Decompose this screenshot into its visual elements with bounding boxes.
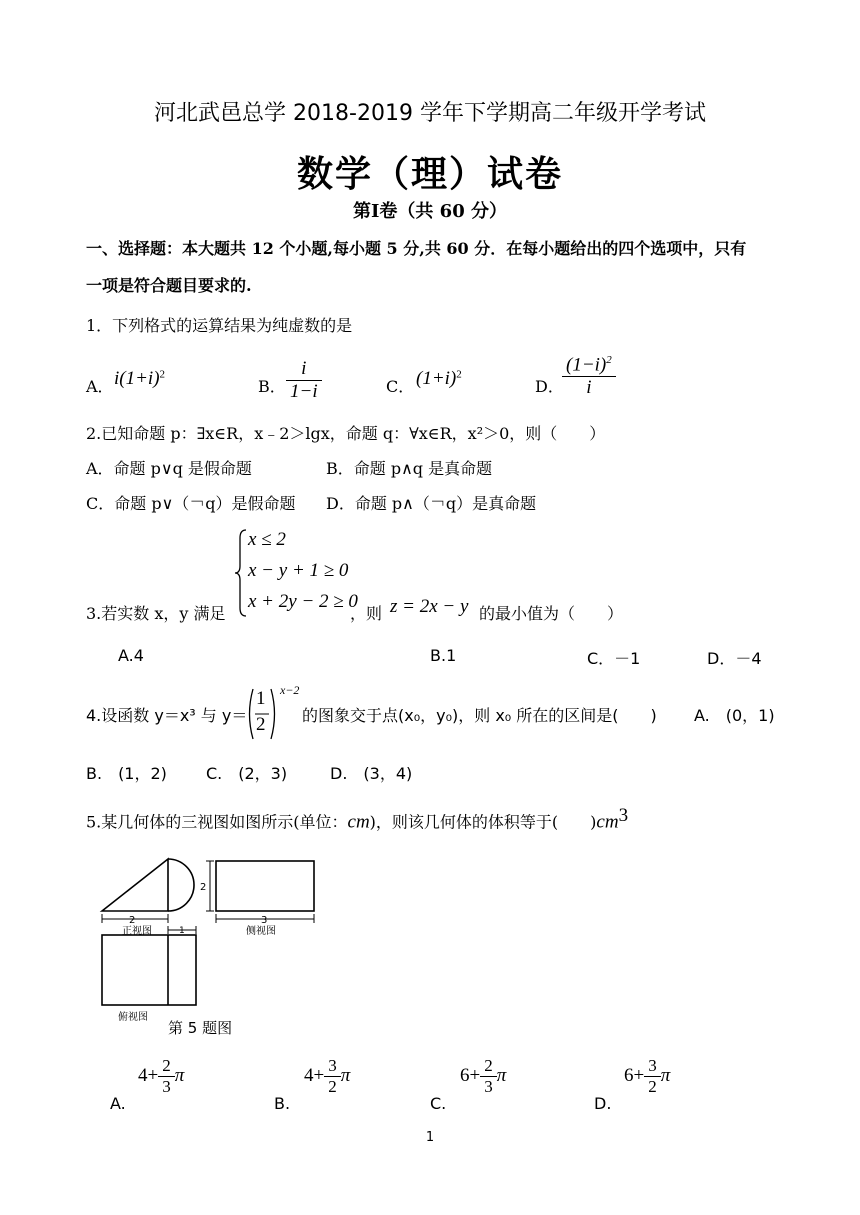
q4-option-a: A. (0，1) — [694, 706, 775, 725]
q1-option-b-label: B． — [258, 377, 286, 396]
q4-option-b: B. (1，2) — [86, 764, 167, 783]
q2-option-b: B．命题 p∧q 是真命题 — [326, 459, 493, 478]
q3-condition-3: x + 2y − 2 ≥ 0 — [248, 591, 358, 612]
q3-stem-prefix: 3.若实数 x，y 满足 — [86, 604, 226, 623]
q5-unit-cubed: cm — [596, 811, 619, 833]
school-title: 河北武邑总学 2018-2019 学年下学期高二年级开学考试 — [154, 101, 706, 126]
fig-top-view-label: 俯视图 — [118, 1012, 148, 1023]
q5-option-d-expr: 6+ $\frac{3}{2}$ π — [624, 1056, 671, 1096]
page-number: 1 — [425, 1130, 435, 1145]
q1-option-c-expr: $(1+i)^2$ — [416, 368, 462, 389]
fig-dim-top-width: 1 — [179, 926, 185, 936]
q3-objective: z = 2x − y — [390, 596, 469, 617]
q3-option-a: A.4 — [118, 646, 144, 665]
q3-stem-middle: ，则 — [350, 604, 383, 623]
q4-stem-suffix: 的图象交于点(x₀，y₀)，则 x₀ 所在的区间是( ) — [302, 706, 657, 725]
q2-option-d: D．命题 p∧（￢q）是真命题 — [326, 494, 537, 513]
q4-option-d: D. (3，4) — [330, 764, 413, 783]
q1-option-b-fraction: $\frac{i}{1-i}$ — [286, 358, 322, 403]
q1-option-d-label: D． — [535, 377, 564, 396]
q5-unit: cm — [347, 811, 370, 833]
q3-system-brace — [234, 528, 248, 618]
volume-title: 第Ⅰ卷（共 60 分） — [352, 201, 507, 222]
q5-stem: 5.某几何体的三视图如图所示(单位：cm)，则该几何体的体积等于( )$cm^3$ — [86, 805, 629, 833]
q5-option-b-label: B. — [274, 1094, 291, 1113]
q5-option-c-expr: 6+ $\frac{2}{3}$ π — [460, 1056, 507, 1096]
q4-half-numerator: 1 — [256, 688, 266, 709]
q1-option-d-fraction: $\frac{(1-i)^2}{i}$ — [562, 354, 616, 399]
q5-option-c-label: C. — [430, 1094, 447, 1113]
fig-dim-front-width: 2 — [129, 915, 136, 926]
fig-dim-side-width: 3 — [261, 915, 268, 926]
q2-option-a: A．命题 p∨q 是假命题 — [86, 459, 252, 478]
fig-front-view-label: 正视图 — [122, 926, 152, 937]
fig-caption: 第 5 题图 — [168, 1019, 233, 1037]
q1-option-c-label: C． — [386, 377, 415, 396]
q2-option-c: C．命题 p∨（￢q）是假命题 — [86, 494, 296, 513]
q5-option-a-expr: 4+ $\frac{2}{3}$ π — [138, 1056, 185, 1096]
q4-stem-prefix: 4.设函数 y＝x³ 与 y＝ — [86, 706, 248, 725]
q5-option-d-label: D. — [594, 1094, 612, 1113]
q5-three-view-figure — [96, 853, 326, 1038]
fig-dim-side-height: 2 — [200, 882, 207, 893]
q4-half-denominator: 2 — [256, 714, 266, 735]
q3-option-c: C．－1 — [587, 649, 641, 668]
q4-exponent: x−2 — [280, 683, 300, 697]
q3-option-d: D．－4 — [707, 649, 762, 668]
section-instructions-line1: 一、选择题：本大题共 12 个小题,每小题 5 分,共 60 分．在每小题给出的四个选项中，只有 — [86, 239, 747, 258]
q3-stem-suffix: 的最小值为（ ） — [479, 604, 624, 623]
q1-stem: 1．下列格式的运算结果为纯虚数的是 — [86, 316, 353, 335]
subject-title: 数学（理）试卷 — [296, 153, 563, 195]
q1-option-a-label: A． — [86, 377, 114, 396]
q5-option-b-expr: 4+ $\frac{3}{2}$ π — [304, 1056, 351, 1096]
q3-condition-2: x − y + 1 ≥ 0 — [248, 560, 349, 581]
fig-side-view-label: 侧视图 — [246, 926, 276, 937]
q4-option-c: C. (2，3) — [206, 764, 288, 783]
q3-condition-1: x ≤ 2 — [248, 529, 286, 550]
q5-option-a-label: A. — [110, 1094, 126, 1113]
q3-option-b: B.1 — [430, 646, 457, 665]
section-instructions-line2: 一项是符合题目要求的. — [86, 276, 252, 295]
q2-stem: 2.已知命题 p：∃x∈R，x﹣2＞lgx，命题 q：∀x∈R，x²＞0，则（ ） — [86, 424, 606, 443]
q1-option-a-expr: $i(1+i)^2$ — [114, 368, 166, 389]
